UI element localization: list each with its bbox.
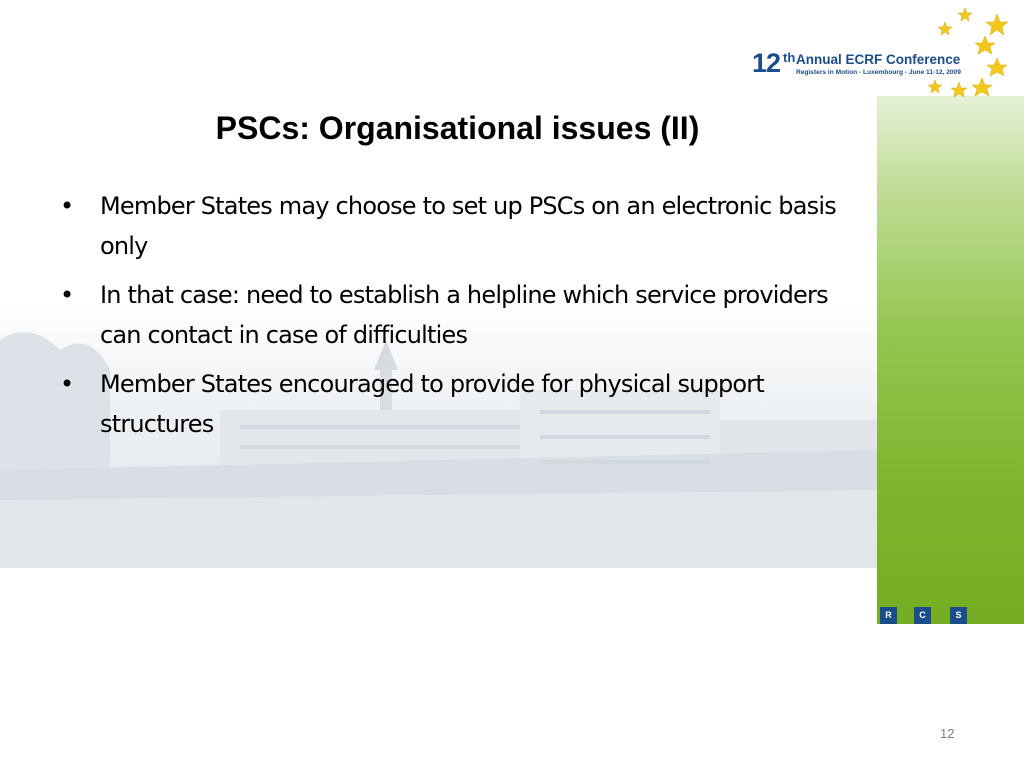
logo-subtitle: Registers in Motion - Luxembourg - June 11-12, 2009 — [796, 69, 961, 76]
badge-s: S — [950, 607, 967, 624]
bullet-icon: • — [60, 281, 74, 309]
bullet-text: Member States encouraged to provide for physical support structures — [100, 370, 764, 438]
page-number: 12 — [940, 726, 955, 741]
bullet-text: In that case: need to establish a helpline which service providers can contact in case of difficulties — [100, 281, 828, 349]
bullet-icon: • — [60, 370, 74, 398]
logo-title: Annual ECRF Conference — [796, 52, 961, 67]
bullet-text: Member States may choose to set up PSCs on an electronic basis only — [100, 192, 836, 260]
bullet-item — [60, 364, 860, 444]
slide-title: PSCs: Organisational issues (II) — [215, 110, 700, 146]
bullet-icon: • — [60, 192, 74, 220]
badge-c: C — [914, 607, 931, 624]
bullet-list — [60, 186, 860, 453]
logo-superscript: th — [783, 50, 796, 65]
conference-logo — [752, 0, 1024, 110]
logo-number: 12 — [752, 48, 781, 78]
rcs-badges — [880, 607, 970, 625]
badge-r: R — [880, 607, 897, 624]
bullet-item — [60, 275, 860, 355]
green-side-panel — [877, 96, 1024, 624]
bullet-item — [60, 186, 860, 266]
